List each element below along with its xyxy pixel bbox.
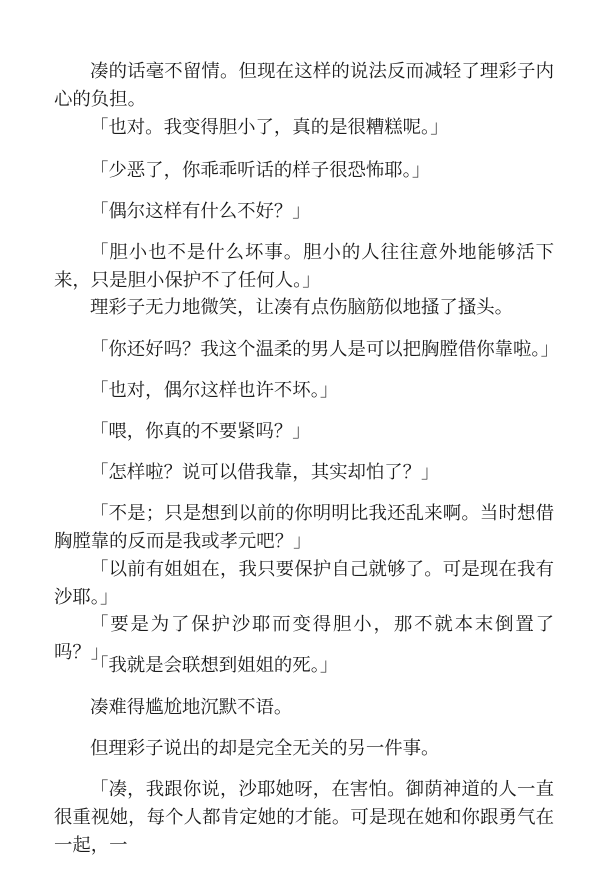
- paragraph: 理彩子无力地微笑，让凑有点伤脑筋似地搔了搔头。: [90, 297, 513, 318]
- paragraph: 但理彩子说出的却是完全无关的另一件事。: [90, 738, 440, 759]
- paragraph: 「也对。我变得胆小了，真的是很糟糕呢。」: [90, 117, 449, 138]
- paragraph: 「不是；只是想到以前的你明明比我还乱来啊。当时想借胸膛靠的反而是我或孝元吧？」: [54, 503, 554, 552]
- paragraph: 「以前有姐姐在，我只要保护自己就够了。可是现在我有沙耶。」: [54, 559, 554, 608]
- paragraph: 凑难得尴尬地沉默不语。: [90, 697, 293, 718]
- paragraph: 「少恶了，你乖乖听话的样子很恐怖耶。」: [90, 160, 431, 181]
- paragraph: 「胆小也不是什么坏事。胆小的人往往意外地能够活下来，只是胆小保护不了任何人。」: [54, 242, 554, 291]
- paragraph: 「喂，你真的不要紧吗？」: [90, 421, 311, 442]
- paragraph: 「怎样啦？说可以借我靠，其实却怕了？」: [90, 462, 440, 483]
- paragraph: 凑的话毫不留情。但现在这样的说法反而减轻了理彩子内心的负担。: [54, 61, 554, 110]
- paragraph: 「凑，我跟你说，沙耶她呀，在害怕。御荫神道的人一直很重视她，每个人都肯定她的才能。可是现在她和你跟勇气在一起，一: [54, 779, 554, 856]
- paragraph: 「你还好吗？我这个温柔的男人是可以把胸膛借你靠啦。」: [90, 339, 559, 360]
- paragraph: 「要是为了保护沙耶而变得胆小，那不就本末倒置了吗？」: [54, 614, 554, 663]
- paragraph: 「也对，偶尔这样也许不坏。」: [90, 380, 339, 401]
- paragraph: 「我就是会联想到姐姐的死。」: [90, 655, 339, 676]
- paragraph: 「偶尔这样有什么不好？」: [90, 201, 311, 222]
